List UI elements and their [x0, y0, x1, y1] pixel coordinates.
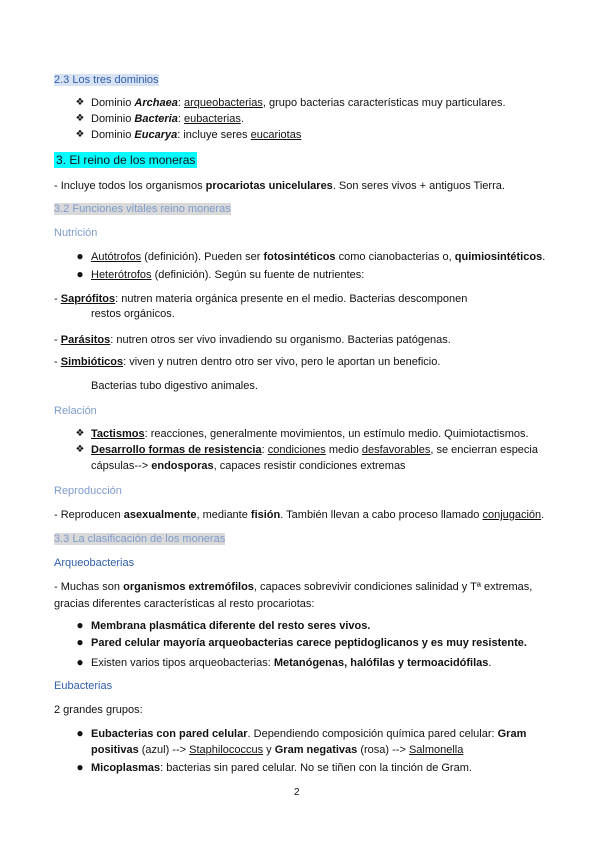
list-item-tactismos: Tactismos: reacciones, generalmente movimientos, un estímulo medio. Quimiotactismos.: [91, 428, 529, 440]
simbioticos-example: Bacterias tubo digestivo animales.: [91, 380, 258, 392]
bullet-icon: ●: [76, 267, 84, 281]
bullet-icon: ●: [76, 760, 84, 774]
diamond-bullet-icon: ❖: [75, 129, 85, 140]
list-item-autotrofos: Autótrofos (definición). Pueden ser fotosintéticos como cianobacterias o, quimiosintéticos.: [91, 251, 546, 263]
list-item-membrana: Membrana plasmática diferente del resto seres vivos.: [91, 620, 371, 632]
arqueobacterias-paragraph-line1: - Muchas son organismos extremófilos, capaces sobrevivir condiciones salinidad y Tª extremas,: [54, 581, 533, 593]
diamond-bullet-icon: ❖: [75, 444, 85, 455]
saprofitos-line1: - Saprófitos: nutren materia orgánica presente en el medio. Bacterias descomponen: [54, 293, 468, 305]
subheading-eubacterias: Eubacterias: [54, 680, 113, 692]
heading-3-2: 3.2 Funciones vitales reino moneras: [54, 203, 231, 215]
bullet-icon: ●: [76, 726, 84, 740]
diamond-bullet-icon: ❖: [75, 113, 85, 124]
intro-paragraph: - Incluye todos los organismos procariotas unicelulares. Son seres vivos + antiguos Tierra.: [54, 180, 505, 192]
subheading-relacion: Relación: [54, 405, 97, 417]
list-item-bacteria: Dominio Bacteria: eubacterias.: [91, 113, 244, 125]
grupos-line: 2 grandes grupos:: [54, 704, 143, 716]
reproduccion-paragraph: - Reproducen asexualmente, mediante fisión. También llevan a cabo proceso llamado conjugación.: [54, 509, 545, 521]
simbioticos-line: - Simbióticos: viven y nutren dentro otro ser vivo, pero le aportan un beneficio.: [54, 356, 441, 368]
subheading-reproduccion: Reproducción: [54, 485, 122, 497]
subheading-arqueobacterias: Arqueobacterias: [54, 557, 135, 569]
list-item-pared: Pared celular mayoría arqueobacterias carece peptidoglicanos y es muy resistente.: [91, 637, 527, 649]
bullet-icon: ●: [76, 249, 84, 263]
list-item-micoplasmas: Micoplasmas: bacterias sin pared celular. No se tiñen con la tinción de Gram.: [91, 762, 472, 774]
heading-2-3: 2.3 Los tres dominios: [54, 74, 159, 86]
page-number: 2: [294, 787, 300, 798]
list-item-tipos: Existen varios tipos arqueobacterias: Metanógenas, halófilas y termoacidófilas.: [91, 657, 492, 669]
list-item-eucarya: Dominio Eucarya: incluye seres eucariotas: [91, 129, 302, 141]
heading-3: 3. El reino de los moneras: [56, 153, 196, 167]
list-item-resistencia: Desarrollo formas de resistencia: condiciones medio desfavorables, se encierran especia: [91, 444, 538, 456]
list-item-resistencia-cont: cápsulas--> endosporas, capaces resistir condiciones extremas: [91, 460, 406, 472]
bullet-icon: ●: [76, 635, 84, 649]
list-item-archaea: Dominio Archaea: arqueobacterias, grupo bacterias características muy particulares.: [91, 97, 506, 109]
saprofitos-line2: restos orgánicos.: [91, 308, 175, 320]
heading-3-3: 3.3 La clasificación de los moneras: [54, 533, 226, 545]
diamond-bullet-icon: ❖: [75, 428, 85, 439]
bullet-icon: ●: [76, 655, 84, 669]
list-item-pared-celular-cont: positivas (azul) --> Staphilococcus y Gram negativas (rosa) --> Salmonella: [91, 744, 464, 756]
parasitos-line: - Parásitos: nutren otros ser vivo invadiendo su organismo. Bacterias patógenas.: [54, 334, 451, 346]
subheading-nutricion: Nutrición: [54, 227, 98, 239]
list-item-heterotrofos: Heterótrofos (definición). Según su fuente de nutrientes:: [91, 269, 365, 281]
arqueobacterias-paragraph-line2: gracias diferentes características al resto procariotas:: [54, 598, 315, 610]
list-item-pared-celular: Eubacterias con pared celular. Dependiendo composición química pared celular: Gram: [91, 728, 527, 740]
diamond-bullet-icon: ❖: [75, 97, 85, 108]
bullet-icon: ●: [76, 618, 84, 632]
